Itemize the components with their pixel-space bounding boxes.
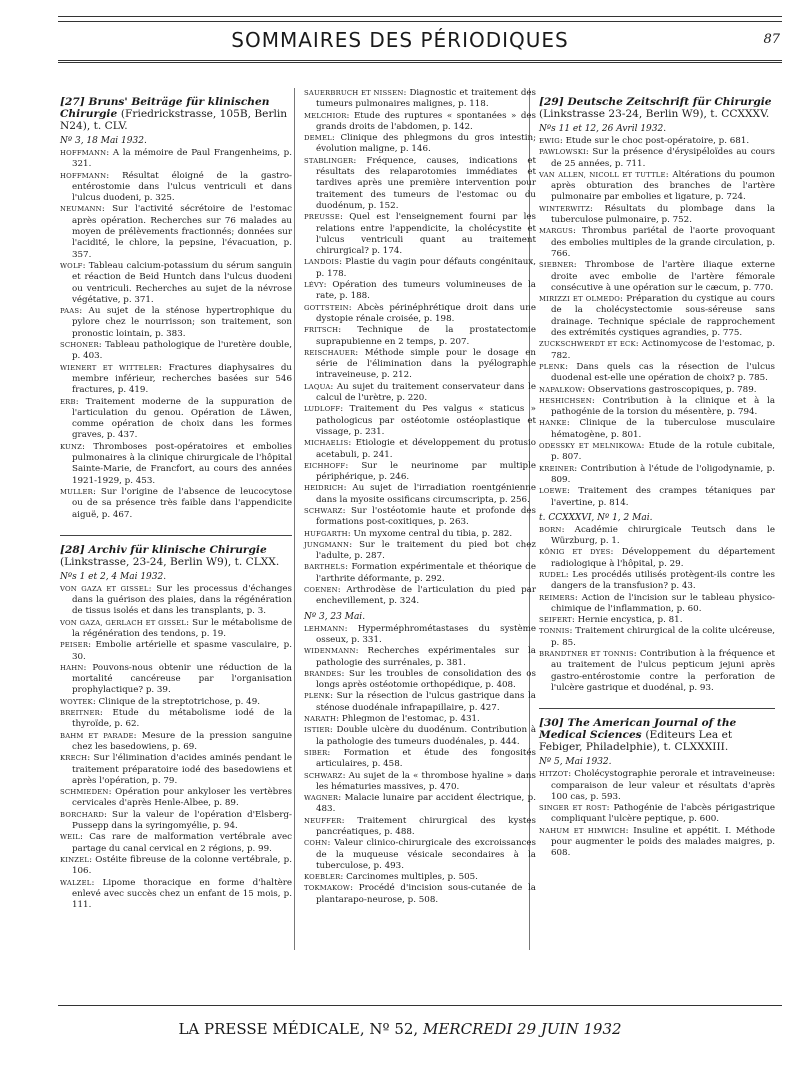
issue-label: Nºs 1 et 2, 4 Mai 1932. (60, 571, 167, 582)
article-text: : Arthrodèse de l'articulation du pied par enchevillement, p. 324. (316, 585, 536, 607)
journal-number: [30] (539, 717, 564, 730)
article-entry (539, 170, 775, 204)
article-entry (304, 793, 536, 816)
article-entry (304, 646, 536, 669)
article-entry (304, 257, 536, 280)
journal-title: The American Journal of the Medical Sciences (539, 717, 737, 742)
article-author: HAHN (60, 663, 84, 672)
article-entry (539, 464, 775, 487)
article-author: SCHWARZ (304, 506, 343, 515)
article-entry (539, 136, 775, 147)
article-author: LANDOIS (304, 258, 340, 267)
article-author: KINZEL (60, 855, 90, 864)
article-entry (539, 147, 775, 170)
article-entry (60, 584, 292, 618)
article-author: EWIG (539, 137, 560, 145)
article-text: : Dans quels cas la résection de l'ulcus duodenal est-elle une opération de choix? p. 785. (551, 361, 775, 384)
journal-heading (539, 96, 775, 120)
article-entry (304, 883, 536, 906)
article-entry (60, 787, 292, 810)
article-author: PAWLOWSKI (539, 148, 586, 157)
article-entry (539, 626, 775, 649)
article-entry (304, 872, 536, 883)
article-entry (60, 855, 292, 878)
article-author: NARATH (304, 715, 337, 724)
header-rule (58, 60, 782, 63)
article-entry (304, 771, 536, 794)
article-entry (60, 171, 292, 205)
journal-title: Archiv für klinische Chirurgie (88, 543, 267, 556)
article-text: : Au sujet de l'irradiation roentgénienne dans la myosite ossificans circumscripta, p. 256. (316, 483, 536, 505)
article-entry (60, 306, 292, 340)
article-text: : Sur la présence d'érysipéloïdes au cours de 25 années, p. 711. (551, 147, 775, 169)
article-entry (60, 261, 292, 306)
article-author: MULLER (60, 487, 93, 496)
article-entry (304, 838, 536, 872)
article-author: STABLINGER (304, 156, 354, 165)
article-text: : Hyperméphrométastases du système osseux, p. 331. (316, 623, 536, 645)
article-text: : Clinique de la tuberculose musculaire hématogène, p. 801. (551, 418, 775, 440)
article-text: : Etiologie et développement du protusio acetabuli, p. 241. (316, 438, 536, 460)
article-entry (304, 156, 536, 212)
article-entry (539, 615, 775, 626)
article-text: : Sur l'origine de l'absence de leucocytose ou de sa présence très faible dans l'appendicite aiguë, p. 467. (72, 486, 292, 520)
column-divider (294, 88, 295, 950)
article-text: : Traitement chirurgical de la colite ulcéreuse, p. 85. (551, 626, 775, 648)
article-author: NEUMANN (60, 205, 102, 214)
article-text: : Au sujet de la sténose hypertrophique du pylore chez le nourrisson; son traitement, son pronostic lointain, p. 383. (72, 306, 292, 339)
article-author: ERB (60, 397, 76, 406)
issue-label: t. CCXXXVI, Nº 1, 2 Mai. (539, 512, 653, 523)
article-entry (304, 540, 536, 563)
article-text: : Traitement moderne de la suppuration de l'articulation du genou. Opération de Läwen, comme opération de choix dans les formes graves, p. 437. (72, 396, 292, 441)
article-entry (60, 731, 292, 754)
article-entry (304, 816, 536, 839)
article-author: GOTTSTEIN (304, 303, 349, 312)
article-text: : Contribution à la fréquence et au traitement de l'ulcus pepticum jejuni après gastro-entérostomie contre la perforation de l'ulcère gastrique et duodénal, p. 93. (551, 649, 775, 693)
article-text: : Tableau calcium-potassium du sérum sanguin et réaction de Beid Huntch dans l'ulcus duodeni ou ventriculi. Recherches au sujet de la névrose végétative, p. 371. (72, 260, 292, 305)
article-text: : Fractures diaphysaires du membre inférieur, recherches basées sur 546 fractures, p. 419. (72, 362, 293, 396)
article-text: : Sur la valeur de l'opération d'Elsberg-Pussepp dans la syringomyélie, p. 94. (72, 809, 292, 832)
article-text: : Sur l'élimination d'acides aminés pendant le traitement préparatoire iodé des basedowiens et après l'opération, p. 79. (72, 753, 292, 786)
article-entry (304, 585, 536, 608)
article-text: : Quel est l'enseignement fourni par les relations entre l'appendicite, la cholécystite et l'ulcus ventriculi quant au traitement chirurgical? p. 174. (316, 212, 536, 257)
article-author: VAN ALLEN, NICOLL ET TUTTLE (539, 170, 666, 179)
article-entry (304, 212, 536, 257)
article-author: HUFGARTH (304, 529, 348, 538)
article-entry (60, 442, 292, 487)
journal-number: [28] (60, 543, 85, 556)
article-text: : Traitement chirurgical des kystes pancréatiques, p. 488. (316, 815, 536, 837)
article-text: : Sur l'activité sécrétoire de l'estomac après opération. Recherches sur 76 malades au moyen de prélèvements fractionnés; données sur l'acidité, le chlore, la pepsine, l'évacuation, p. 357. (72, 204, 292, 260)
article-author: MICHAELIS (304, 439, 349, 448)
article-text: : Etude sur le choc post-opératoire, p. 681. (559, 136, 750, 146)
article-text: : Sur les troubles de consolidation des os longs après ostéotomie orthopédique, p. 408. (316, 668, 536, 691)
article-author: SIEBNER (539, 261, 574, 270)
article-text: : Phlegmon de l'estomac, p. 431. (336, 714, 480, 725)
article-author: BREITNER (60, 709, 100, 718)
page-footer: LA PRESSE MÉDICALE, Nº 52, MERCREDI 29 JUIN 1932 (178, 1020, 622, 1038)
article-text: : Sur le traitement du pied bot chez l'adulte, p. 287. (316, 539, 536, 562)
article-author: BRANDTNER ET TONNIS (539, 650, 634, 659)
article-author: HEIDRICH (304, 484, 344, 493)
article-author: HOFFMANN (60, 171, 107, 180)
article-entry (304, 382, 536, 405)
article-text: : Résultat éloigné de la gastro-entérostomie dans l'ulcus ventriculi et dans l'ulcus duodeni, p. 325. (72, 170, 292, 204)
article-entry (539, 826, 775, 860)
article-author: WALZEL (60, 878, 92, 887)
article-author: LEHMANN (304, 624, 345, 633)
article-text: : Etude des ruptures « spontanées » des grands droits de l'abdomen, p. 142. (316, 110, 536, 132)
article-author: ODESSKY ET MELNIKOWA (539, 442, 642, 451)
article-author: KUNZ (60, 442, 83, 451)
article-author: VON GAZA ET GISSEL (60, 584, 149, 593)
article-entry (304, 748, 536, 771)
article-entry (539, 570, 775, 593)
article-entry (60, 753, 292, 787)
article-text: : Résultats du plombage dans la tuberculose pulmonaire, p. 752. (551, 203, 775, 226)
article-text: : Action de l'incision sur le tableau physico-chimique de l'inflammation, p. 60. (551, 592, 775, 614)
article-author: BARTHELS (304, 563, 346, 572)
article-author: BORN (539, 525, 562, 534)
article-entry (539, 396, 775, 419)
article-author: PLENK (304, 692, 331, 701)
article-entry (60, 640, 292, 663)
journal-title: Bruns' Beiträge für klinischen Chirurgie (60, 96, 270, 120)
column-1 (60, 88, 292, 911)
article-text: : Plastie du vagin pour défauts congénitaux, p. 178. (316, 257, 536, 279)
column-2 (304, 88, 536, 906)
article-text: : Au sujet du traitement conservateur dans le calcul de l'urètre, p. 220. (316, 381, 536, 404)
article-author: WEIL (60, 833, 80, 842)
article-text: : Malacie lunaire par accident électrique, p. 483. (316, 793, 536, 815)
article-entry (304, 691, 536, 714)
article-author: PEISER (60, 641, 89, 650)
article-author: KOEBLER (304, 873, 341, 882)
article-entry (539, 226, 775, 260)
article-author: WIDENMANN (304, 647, 356, 656)
article-text: : Insuline et appétit. I. Méthode pour augmenter le poids des malades maigres, p. 608. (551, 825, 775, 859)
journal-heading (60, 544, 292, 568)
article-text: : Méthode simple pour le dosage en série de l'élimination dans la pyélographie intraveineuse, p. 212. (316, 347, 536, 381)
article-text: : Traitement des crampes tétaniques par l'avertine, p. 814. (551, 486, 775, 508)
article-entry (60, 340, 292, 363)
article-entry (304, 725, 536, 748)
article-entry (60, 363, 292, 397)
article-text: : Tableau pathologique de l'uretère double, p. 403. (72, 340, 292, 362)
article-author: VON GAZA, GERLACH ET GISSEL (60, 618, 187, 627)
article-entry (60, 204, 292, 260)
article-text: : Technique de la prostatectomie suprapubienne en 2 temps, p. 207. (316, 325, 536, 347)
journal-title: Deutsche Zeitschrift für Chirurgie (567, 96, 772, 108)
article-text: : Les procédés utilisés protègent-ils contre les dangers de la transfusion? p. 43. (551, 569, 775, 592)
article-text: : Sur l'ostéotomie haute et profonde des formations post-coxitiques, p. 263. (316, 505, 536, 528)
article-entry (304, 348, 536, 382)
article-author: SIBER (304, 748, 328, 757)
article-author: KÖNIG ET DYES (539, 548, 611, 557)
top-rule (58, 16, 782, 17)
article-entry (304, 133, 536, 156)
article-author: LOEWE (539, 487, 567, 496)
article-entry (304, 303, 536, 326)
article-author: PLENK (539, 362, 566, 371)
article-entry (539, 385, 775, 396)
article-author: WOLF (60, 261, 83, 270)
article-author: HITZOT (539, 770, 569, 779)
article-text: : Thrombose de l'artère iliaque externe droite avec embolie de l'artère fémorale consécutive à une opération sur le cæcum, p. 770. (551, 260, 775, 293)
article-entry (60, 832, 292, 855)
article-text: : Valeur clinico-chirurgicale des excroissances de la muqueuse vésicale secondaires à la tuberculose, p. 493. (316, 838, 536, 871)
article-entry (60, 487, 292, 521)
article-entry (304, 111, 536, 134)
article-entry (539, 547, 775, 570)
article-text: : Contribution à la clinique et à la pathogénie de la torsion du mésentère, p. 794. (551, 395, 775, 418)
article-author: COENEN (304, 586, 338, 595)
footer-journal: LA PRESSE MÉDICALE (178, 1020, 360, 1038)
article-text: : Sur les processus d'échanges dans la guérison des plaies, dans la régénération de tissus isolés et dans les transplants, p. 3. (72, 583, 292, 617)
article-text: : Cas rare de malformation vertébrale avec partage du canal cervical en 2 régions, p. 99. (72, 832, 292, 854)
article-text: : Sur le métabolisme de la régénération des tendons, p. 19. (72, 617, 292, 639)
article-text: : Pathogénie de l'abcès périgastrique compliquant l'ulcère peptique, p. 600. (551, 803, 775, 825)
issue-label: Nº 3, 18 Mai 1932. (60, 136, 147, 146)
article-text: : Académie chirurgicale Teutsch dans le Würzburg, p. 1. (551, 524, 775, 547)
article-entry (60, 397, 292, 442)
article-entry (539, 441, 775, 464)
journal-publisher: (Linkstrasse, 23-24, Berlin W9), t. CLXX. (60, 555, 280, 568)
article-entry (539, 339, 775, 362)
article-entry (539, 769, 775, 803)
section-separator (539, 708, 775, 709)
article-author: LAQUA (304, 382, 331, 391)
article-author: NAHUM ET HIMWICH (539, 826, 626, 835)
article-author: ZUCKSCHWERDT ET ECK (539, 340, 636, 349)
article-text: : Abcès périnéphrétique droit dans une dystopie rénale croisée, p. 198. (316, 302, 536, 324)
article-author: SINGER ET ROST (539, 804, 607, 813)
article-entry (304, 624, 536, 647)
article-author: WAGNER (304, 794, 339, 803)
issue-label: Nº 3, 23 Mai. (304, 611, 366, 622)
article-text: : Traitement du Pes valgus « staticus » pathologicus par ostéotomie ostéoplastique et vissage, p. 231. (316, 404, 536, 437)
article-text: : Clinique des phlegmons du gros intestin; évolution maligne, p. 146. (316, 133, 536, 155)
article-entry (304, 669, 536, 692)
article-text: : Procédé d'incision sous-cutanée de la plantarapo-neurose, p. 508. (316, 883, 536, 905)
article-text: : Recherches expérimentales sur la pathologie des surrénales, p. 381. (316, 646, 536, 668)
article-author: DEMEL (304, 134, 332, 143)
article-author: MELCHIOR (304, 111, 347, 120)
article-author: SCHMIEDEN (60, 788, 109, 797)
article-author: TONNIS (539, 627, 570, 636)
article-text: : Thromboses post-opératoires et embolies pulmonaires à la clinique chirurgicale de l'hôpital Sainte-Marie, de Francfort, au cours des années 1921-1929, p. 453. (72, 441, 292, 486)
column-3 (539, 88, 775, 860)
article-entry (304, 714, 536, 725)
article-entry (304, 88, 536, 111)
article-author: TOKMAKOW (304, 884, 351, 893)
article-text: : Opération des tumeurs volumineuses de la rate, p. 188. (316, 280, 536, 302)
article-text: : Etude du métabolisme iodé de la thyroïde, p. 62. (72, 708, 292, 730)
article-author: LÉVY (304, 281, 324, 290)
article-author: MIRIZZI ET OLMEDO (539, 295, 620, 304)
article-text: : Sur la résection de l'ulcus gastrique dans la sténose duodénale infrapapillaire, p. 427. (316, 691, 536, 713)
journal-publisher: (Editeurs Lea et Febiger, Philadelphie), t. CLXXXIII. (539, 729, 733, 754)
article-entry (539, 294, 775, 339)
article-entry (539, 803, 775, 826)
article-text: : Ostéite fibreuse de la colonne vertébrale, p. 106. (72, 854, 292, 877)
footer-issue: Nº 52, (369, 1020, 419, 1038)
article-author: SEIFERT (539, 616, 572, 625)
article-entry (304, 404, 536, 438)
article-text: : Embolie artérielle et spasme vasculaire, p. 30. (72, 640, 292, 662)
article-author: WOYTEK (60, 697, 93, 706)
article-entry (60, 148, 292, 171)
article-text: : Opération pour ankyloser les vertèbres cervicales d'après Henle-Albee, p. 89. (72, 787, 292, 809)
article-author: LUDLOFF (304, 405, 341, 414)
article-entry (304, 562, 536, 585)
article-text: : Cholécystographie perorale et intraveineuse: comparaison de leur valeur et résultats d'après 100 cas, p. 593. (551, 769, 775, 802)
page-number: 87 (763, 32, 780, 47)
article-text: : Hernie encystica, p. 81. (571, 615, 683, 626)
article-text: : Mesure de la pression sanguine chez les basedowiens, p. 69. (72, 730, 292, 752)
article-text: : Diagnostic et traitement des tumeurs pulmonaires malignes, p. 118. (316, 88, 536, 110)
article-entry (539, 649, 775, 694)
article-text: : Fréquence, causes, indications et résultats des relaparotomies immédiates et tardives après une première intervention pour traitement des tumeurs de l'estomac ou du duodénum, p. 152. (316, 155, 536, 211)
article-author: NAPALKOW (539, 385, 583, 394)
article-author: SAUERBRUCH ET NISSEN (304, 89, 404, 97)
article-entry (539, 204, 775, 227)
article-text: : Observations gastroscopiques, p. 789. (582, 384, 757, 395)
article-text: : Développement du département radiologique à l'hôpital, p. 29. (551, 547, 775, 569)
article-author: ISTIER (304, 726, 330, 735)
article-text: : Etude de la rotule cubitale, p. 807. (551, 441, 775, 463)
article-text: : Sur le neurinome par multiple périphérique, p. 246. (316, 460, 536, 483)
article-author: BORCHARD (60, 810, 105, 819)
article-author: FRITSCH (304, 326, 339, 335)
article-entry (60, 697, 292, 708)
journal-publisher: (Linkstrasse 23-24, Berlin W9), t. CCXXXV. (539, 108, 770, 120)
article-entry (60, 663, 292, 697)
journal-number: [29] (539, 96, 564, 108)
article-text: : Actinomycose de l'estomac, p. 782. (551, 339, 776, 361)
article-entry (60, 810, 292, 833)
article-author: EICHHOFF (304, 461, 346, 470)
article-text: : Pouvons-nous obtenir une réduction de la mortalité cancéreuse par l'organisation prophylactique? p. 39. (72, 662, 292, 696)
article-author: HOFFMANN (60, 149, 107, 157)
article-entry (539, 486, 775, 509)
issue-label: Nºs 11 et 12, 26 Avril 1932. (539, 124, 667, 134)
article-author: PAAS (60, 307, 80, 316)
article-author: JUNGMANN (304, 540, 350, 549)
article-entry (304, 438, 536, 461)
article-entry (60, 878, 292, 912)
article-text: : Formation expérimentale et théorique de l'arthrite déformante, p. 292. (316, 562, 536, 584)
article-entry (60, 708, 292, 731)
article-author: KREINER (539, 464, 575, 473)
footer-rule (58, 1005, 782, 1006)
article-author: WINTERWITZ (539, 204, 591, 213)
article-author: SCHONER (60, 341, 99, 350)
article-author: NEUFFER (304, 816, 342, 825)
article-text: : Lipome thoracique en forme d'haltère enlevé avec succès chez un enfant de 15 mois, p. 111. (72, 877, 292, 911)
article-text: : Au sujet de la « thrombose hyaline » dans les hématuries massives, p. 470. (316, 770, 536, 792)
article-author: RUDEL (539, 570, 566, 579)
article-entry (539, 418, 775, 441)
article-text: : Thrombus pariétal de l'aorte provoquant des embolies multiples de la grande circulation, p. 766. (551, 226, 775, 259)
page-title: SOMMAIRES DES PÉRIODIQUES (231, 28, 569, 52)
article-entry (304, 280, 536, 303)
article-entry (539, 593, 775, 616)
article-author: WIENERT ET WITTELER (60, 363, 159, 372)
article-text: : Formation et étude des fongosités articulaires, p. 458. (316, 747, 536, 770)
journal-heading (60, 96, 292, 132)
article-author: COHN (304, 839, 328, 848)
article-entry (539, 362, 775, 385)
article-text: : Clinique de la streptotrichose, p. 49. (92, 696, 260, 707)
article-entry (304, 461, 536, 484)
journal-publisher: (Friedrickstrasse, 105B, Berlin N24), t. CLV. (60, 108, 288, 132)
article-text: : Un myxome central du tibia, p. 282. (347, 528, 513, 539)
article-text: : Contribution à l'étude de l'oligodynamie, p. 809. (551, 463, 775, 485)
article-author: REIMERS (539, 593, 575, 602)
article-text: : Carcinomes multiples, p. 505. (340, 872, 478, 883)
article-author: HANKE (539, 419, 567, 428)
article-author: HESHICHSEN (539, 396, 592, 405)
article-entry (539, 260, 775, 294)
article-entry (304, 506, 536, 529)
footer-date: MERCREDI 29 JUIN 1932 (422, 1020, 622, 1038)
top-rule-thin (58, 21, 782, 22)
article-entry (304, 483, 536, 506)
article-entry (304, 529, 536, 540)
journal-number: [27] (60, 96, 85, 108)
article-entry (304, 325, 536, 348)
article-author: BRANDES (304, 669, 342, 678)
article-author: KRECH (60, 754, 88, 763)
article-text: : Préparation du cystique au cours de la cholécystectomie sous-séreuse sans drainage. Technique spéciale de rapprochement des extrémités cystiques agrandies, p. 775. (551, 294, 775, 339)
article-author: SCHWARZ (304, 771, 343, 780)
issue-label: Nº 5, Mai 1932. (539, 757, 612, 768)
article-entry (60, 618, 292, 641)
article-author: BAHM ET PARADE (60, 731, 134, 740)
article-entry (539, 525, 775, 548)
article-author: MARGUS (539, 227, 573, 236)
article-author: PREUSSE (304, 213, 340, 222)
article-text: : Double ulcère du duodénum. Contribution à la pathologie des tumeurs duodénales, p. 444. (316, 725, 536, 747)
journal-heading (539, 717, 775, 753)
article-author: REISCHAUER (304, 348, 356, 357)
article-text: : A la mémoire de Paul Frangenheims, p. 321. (72, 148, 292, 170)
section-separator (60, 535, 292, 536)
article-text: : Altérations du poumon après obturation des branches de l'artère pulmonaire par embolies et ligature, p. 724. (551, 169, 776, 203)
